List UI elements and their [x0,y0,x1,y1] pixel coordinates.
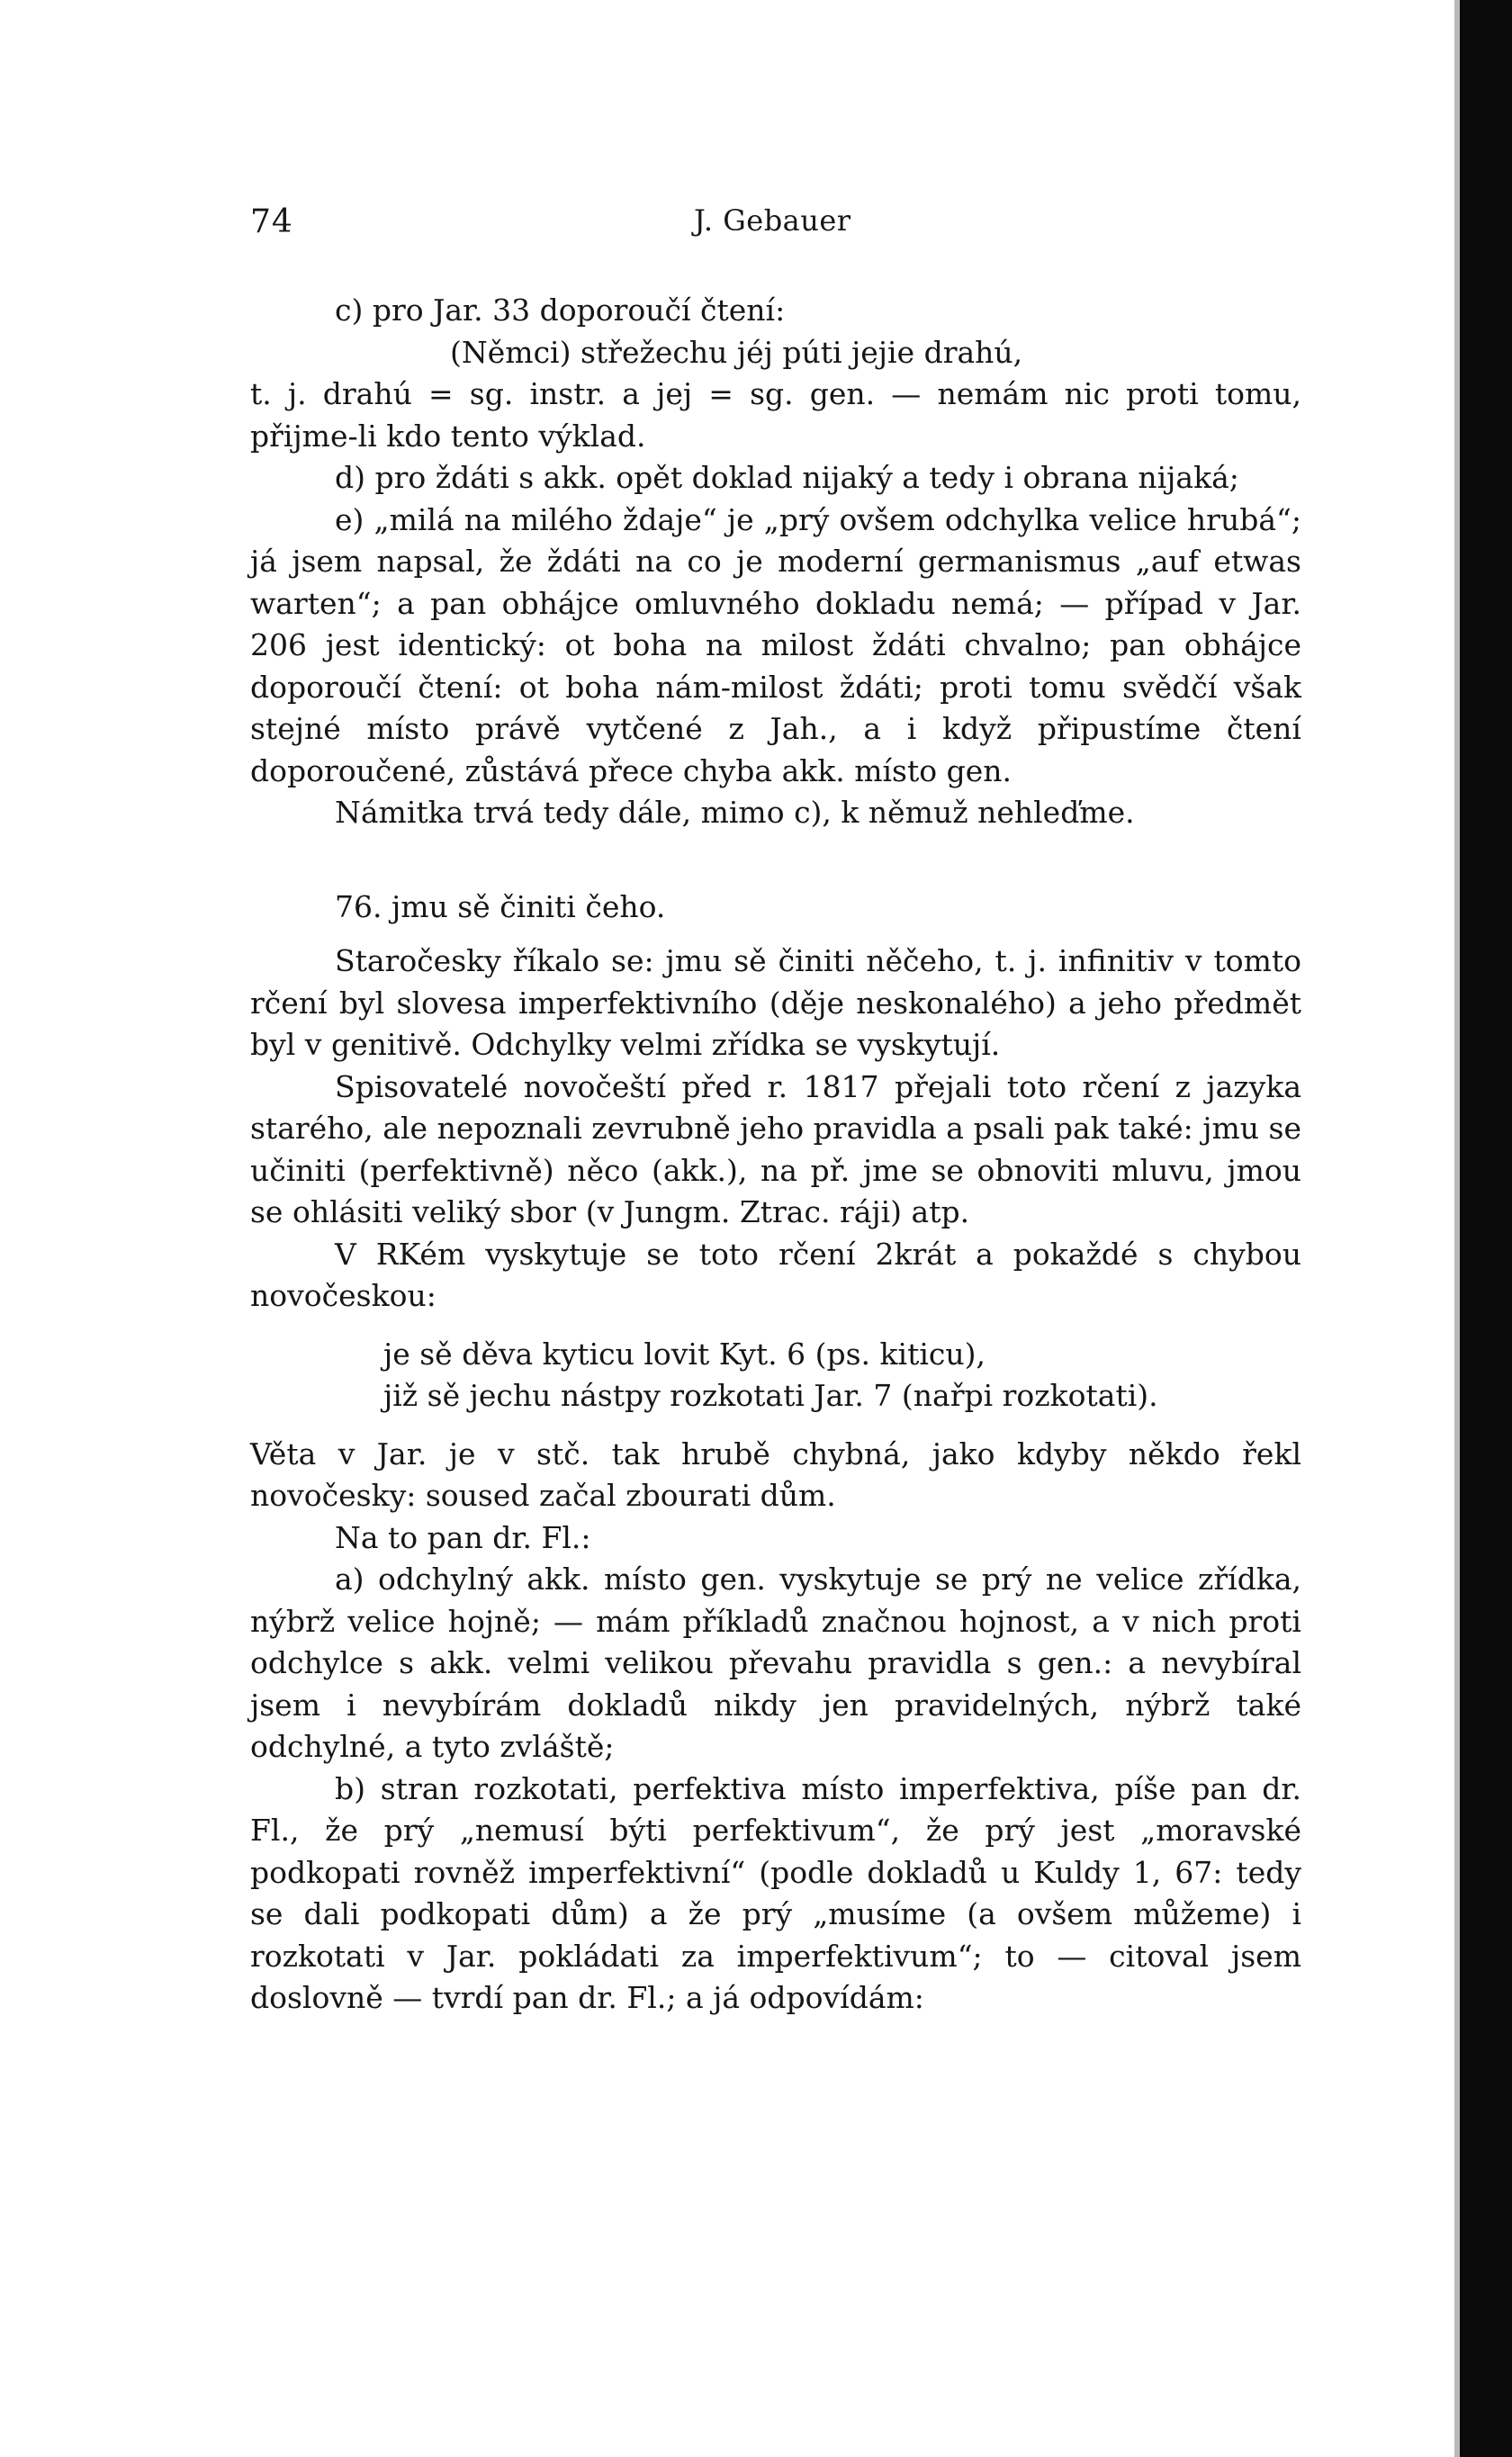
section-paragraph-6: a) odchylný akk. místo gen. vyskytuje se prý ne velice zřídka, nýbrž velice hojně; — mám příkladů značnou hojnost, a v nich proti odchylce s akk. velmi velikou převahu pravidla s gen.: a nevybíral jsem i nevybírám dokladů nikdy jen pravidelných, nýbrž také odchylné, a tyto zvláště; [250,1562,1301,1764]
section-paragraph-3: V RKém vyskytuje se toto rčení 2krát a pokaždé s chybou novočeskou: [250,1236,1301,1313]
section-paragraph-2: Spisovatelé novočeští před r. 1817 přejali toto rčení z jazyka starého, ale nepoznali zevrubně jeho pravidla a psali pak také: jmu se učiniti (perfektivně) něco (akk.), na př. jme se obnoviti mluvu, jmou se ohlásiti veliký sbor (v Jungm. Ztrac. ráji) atp. [250,1068,1301,1229]
paragraph-c-text: t. j. drahú = sg. instr. a jej = sg. gen. — nemám nic proti tomu, přijme-li kdo tento výklad. [250,376,1301,454]
paragraph-d: d) pro ždáti s akk. opět doklad nijaký a tedy i obrana nijaká; [335,460,1239,495]
running-head: J. Gebauer [694,203,851,238]
section-paragraph-5: Na to pan dr. Fl.: [335,1519,591,1555]
section-paragraph-7: b) stran rozkotati, perfektiva místo imperfektiva, píše pan dr. Fl., že prý „nemusí býti perfektivum“, že prý jest „moravské podkopati rovněž imperfektivní“ (podle dokladů u Kuldy 1, 67: tedy se dali podkopati dům) a že prý „musíme (a ovšem můžeme) i rozkotati v Jar. pokládati za imperfektivum“; to — citoval jsem doslovně — tvrdí pan dr. Fl.; a já odpovídám: [250,1770,1301,2015]
page-body [250,290,1301,2020]
paragraph-e: e) „milá na milého ždaje“ je „prý ovšem odchylka velice hrubá“; já jsem napsal, že ždáti na co je moderní germanismus „auf etwas warten“; a pan obhájce omluvného dokladu nemá; — případ v Jar. 206 jest identický: ot boha na milost ždáti chvalno; pan obhájce doporoučí čtení: ot boha nám-milost ždáti; proti tomu svědčí však stejné místo právě vytčené z Jah., a i když připustíme čtení doporoučené, zůstává přece chyba akk. místo gen. [250,501,1301,788]
paragraph-namitka: Námitka trvá tedy dále, mimo c), k němuž nehleďme. [335,795,1135,830]
quote-line-2: již sě jechu nástpy rozkotati Jar. 7 (nařpi rozkotati). [383,1378,1158,1413]
page-header [250,203,1301,248]
section-heading: 76. jmu sě činiti čeho. [335,888,666,924]
quote-line-1: je sě děva kyticu lovit Kyt. 6 (ps. kiticu), [383,1336,986,1372]
paragraph-c-intro: c) pro Jar. 33 doporoučí čtení: [335,292,786,328]
section-paragraph-1: Staročesky říkalo se: jmu sě činiti něčeho, t. j. infinitiv v tomto rčení byl slovesa imperfektivního (děje neskonalého) a jeho předmět byl v genitivě. Odchylky velmi zřídka se vyskytují. [250,943,1301,1062]
page-number: 74 [250,203,293,240]
scan-edge [1460,0,1512,2457]
paragraph-c-quote: (Němci) střežechu jéj púti jejie drahú, [450,334,1023,370]
section-paragraph-4: Věta v Jar. je v stč. tak hrubě chybná, jako kdyby někdo řekl novočesky: soused začal zbourati dům. [250,1436,1301,1513]
